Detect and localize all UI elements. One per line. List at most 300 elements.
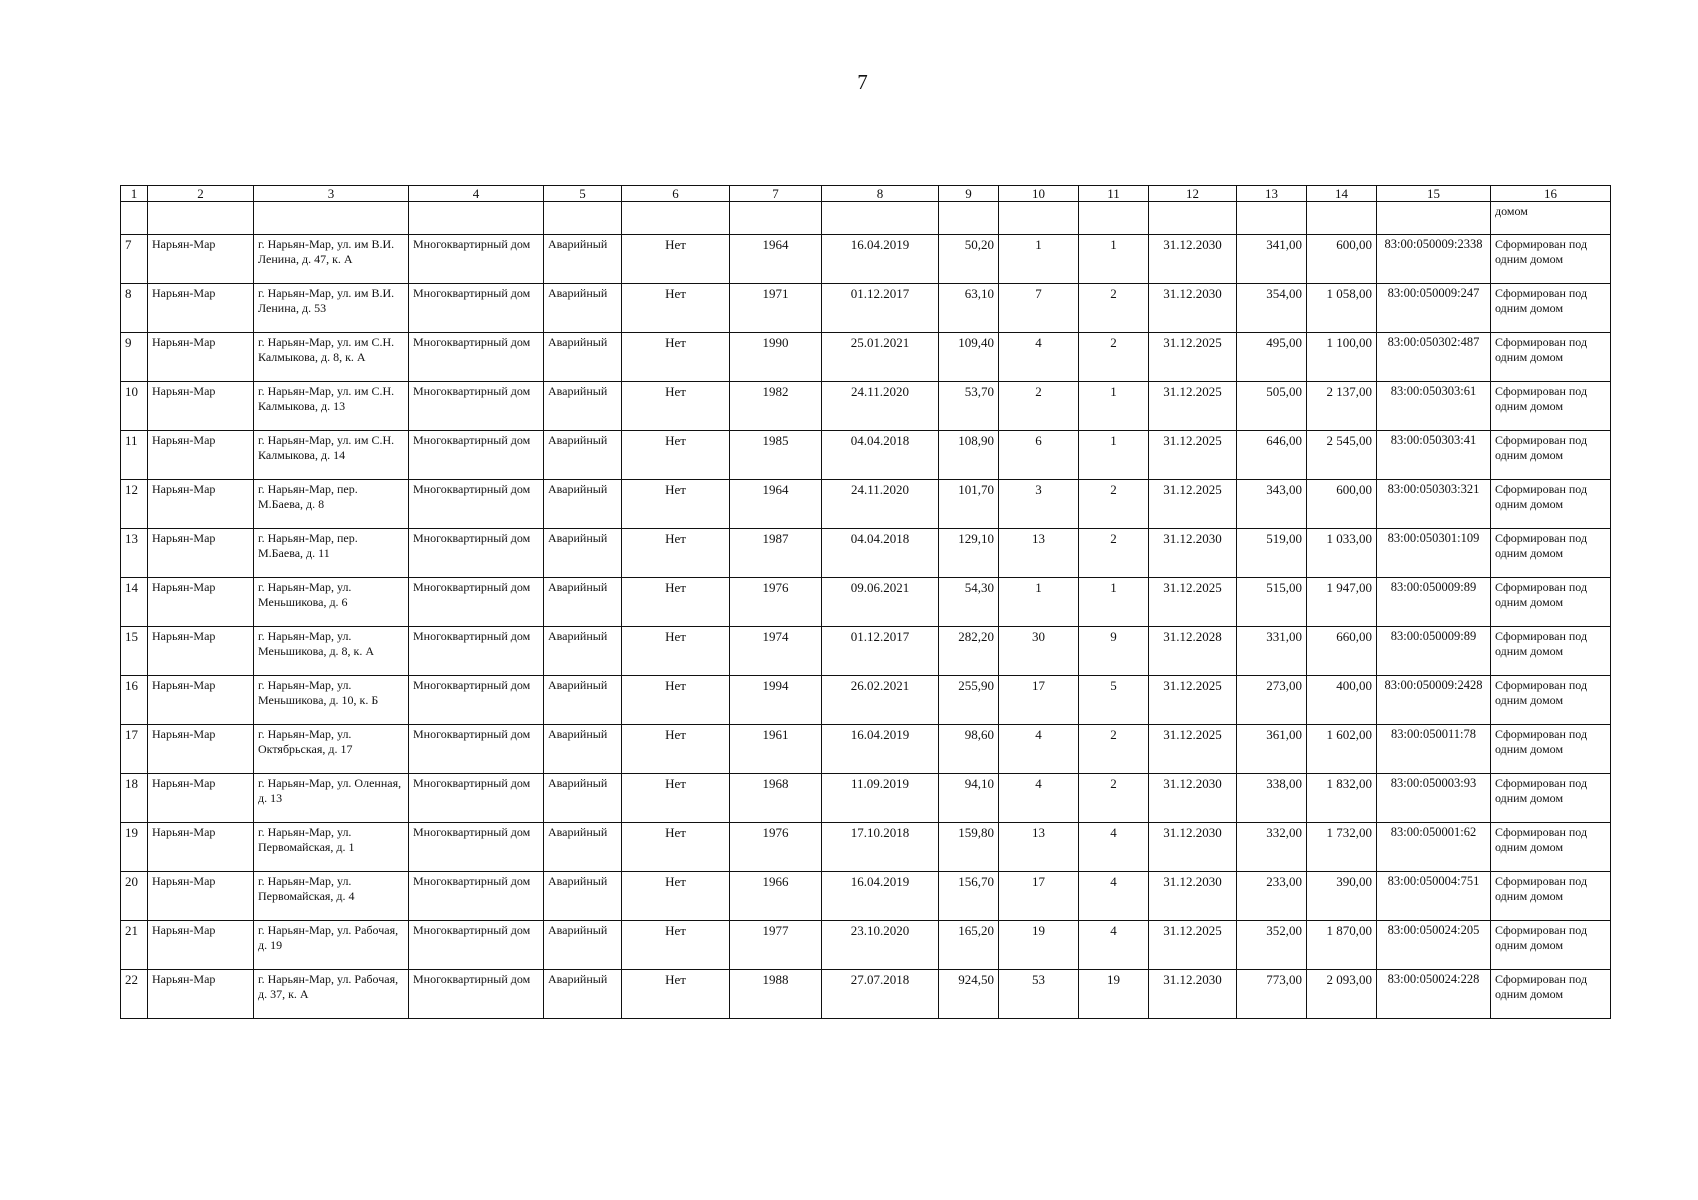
- cell-row-index: 17: [121, 725, 148, 774]
- cell-address: г. Нарьян-Мар, ул. им В.И. Ленина, д. 47, к. А: [254, 235, 409, 284]
- cell-repair-planned: Нет: [622, 872, 730, 921]
- cell-build-year: 1968: [730, 774, 822, 823]
- cell-cost: 600,00: [1307, 235, 1377, 284]
- cell-apartments: 2: [1079, 333, 1149, 382]
- cell-apartments: 2: [1079, 529, 1149, 578]
- column-header-13: 13: [1237, 186, 1307, 202]
- cell-build-year: 1976: [730, 578, 822, 627]
- cell-build-year: 1961: [730, 725, 822, 774]
- cell-land-area: 515,00: [1237, 578, 1307, 627]
- cell-cost: 1 870,00: [1307, 921, 1377, 970]
- cell-land-area: 505,00: [1237, 382, 1307, 431]
- continuation-row: [121, 202, 1611, 235]
- cell-cost: 660,00: [1307, 627, 1377, 676]
- cell-residents: 13: [999, 823, 1079, 872]
- cell-row-index: 12: [121, 480, 148, 529]
- cell-building-type: Многоквартирный дом: [409, 872, 544, 921]
- cell-cost: 2 545,00: [1307, 431, 1377, 480]
- table-row: [121, 382, 1611, 431]
- cell-row-index: [121, 202, 148, 235]
- cell-build-year: 1994: [730, 676, 822, 725]
- cell-apartments: 1: [1079, 431, 1149, 480]
- column-number-row: [121, 186, 1611, 202]
- cell-municipality: Нарьян-Мар: [148, 676, 254, 725]
- cell-row-index: 16: [121, 676, 148, 725]
- cell-land-area: 519,00: [1237, 529, 1307, 578]
- cell-repair-planned: Нет: [622, 235, 730, 284]
- cell-build-year: 1964: [730, 235, 822, 284]
- cell-repair-planned: Нет: [622, 333, 730, 382]
- cell-apartments: [1079, 202, 1149, 235]
- cell-condition: Аварийный: [544, 480, 622, 529]
- cell-land-status: Сформирован под одним домом: [1491, 970, 1611, 1019]
- cell-resettlement-deadline: 31.12.2025: [1149, 480, 1237, 529]
- cell-cadastral-number: 83:00:050301:109: [1377, 529, 1491, 578]
- table-row: [121, 333, 1611, 382]
- cell-condition: Аварийный: [544, 284, 622, 333]
- cell-land-area: 331,00: [1237, 627, 1307, 676]
- cell-area: 159,80: [939, 823, 999, 872]
- cell-cadastral-number: 83:00:050024:205: [1377, 921, 1491, 970]
- cell-area: 109,40: [939, 333, 999, 382]
- cell-resettlement-deadline: 31.12.2030: [1149, 823, 1237, 872]
- cell-cost: 2 137,00: [1307, 382, 1377, 431]
- cell-land-status: Сформирован под одним домом: [1491, 529, 1611, 578]
- cell-repair-planned: Нет: [622, 529, 730, 578]
- cell-resettlement-deadline: 31.12.2030: [1149, 872, 1237, 921]
- cell-row-index: 14: [121, 578, 148, 627]
- cell-cost: [1307, 202, 1377, 235]
- cell-cadastral-number: 83:00:050011:78: [1377, 725, 1491, 774]
- table-row: [121, 774, 1611, 823]
- table-row: [121, 578, 1611, 627]
- cell-area: 129,10: [939, 529, 999, 578]
- cell-cost: 1 033,00: [1307, 529, 1377, 578]
- cell-address: г. Нарьян-Мар, ул. им С.Н. Калмыкова, д. 8, к. А: [254, 333, 409, 382]
- cell-address: г. Нарьян-Мар, ул. Первомайская, д. 1: [254, 823, 409, 872]
- cell-land-area: 352,00: [1237, 921, 1307, 970]
- cell-repair-planned: Нет: [622, 823, 730, 872]
- cell-decision-date: 16.04.2019: [822, 725, 939, 774]
- cell-land-area: 646,00: [1237, 431, 1307, 480]
- cell-build-year: 1971: [730, 284, 822, 333]
- cell-cadastral-number: 83:00:050009:89: [1377, 578, 1491, 627]
- cell-land-status: Сформирован под одним домом: [1491, 921, 1611, 970]
- cell-area: 63,10: [939, 284, 999, 333]
- cell-building-type: Многоквартирный дом: [409, 382, 544, 431]
- cell-cadastral-number: 83:00:050024:228: [1377, 970, 1491, 1019]
- cell-cadastral-number: [1377, 202, 1491, 235]
- cell-land-area: 343,00: [1237, 480, 1307, 529]
- cell-land-status: Сформирован под одним домом: [1491, 676, 1611, 725]
- cell-cost: 1 947,00: [1307, 578, 1377, 627]
- cell-resettlement-deadline: 31.12.2025: [1149, 725, 1237, 774]
- table-row: [121, 627, 1611, 676]
- cell-land-status: домом: [1491, 202, 1611, 235]
- table-row: [121, 970, 1611, 1019]
- cell-municipality: Нарьян-Мар: [148, 480, 254, 529]
- cell-residents: 3: [999, 480, 1079, 529]
- cell-municipality: Нарьян-Мар: [148, 627, 254, 676]
- cell-repair-planned: Нет: [622, 725, 730, 774]
- cell-repair-planned: Нет: [622, 921, 730, 970]
- cell-repair-planned: Нет: [622, 431, 730, 480]
- cell-address: г. Нарьян-Мар, пер. М.Баева, д. 8: [254, 480, 409, 529]
- cell-build-year: 1964: [730, 480, 822, 529]
- cell-apartments: 9: [1079, 627, 1149, 676]
- cell-build-year: 1988: [730, 970, 822, 1019]
- page-number: 7: [857, 70, 868, 94]
- cell-building-type: Многоквартирный дом: [409, 774, 544, 823]
- cell-area: 108,90: [939, 431, 999, 480]
- cell-decision-date: 24.11.2020: [822, 480, 939, 529]
- cell-build-year: 1987: [730, 529, 822, 578]
- cell-condition: Аварийный: [544, 382, 622, 431]
- cell-cost: 1 832,00: [1307, 774, 1377, 823]
- cell-land-area: 341,00: [1237, 235, 1307, 284]
- cell-condition: Аварийный: [544, 970, 622, 1019]
- cell-building-type: [409, 202, 544, 235]
- cell-land-status: Сформирован под одним домом: [1491, 774, 1611, 823]
- cell-decision-date: 17.10.2018: [822, 823, 939, 872]
- cell-area: [939, 202, 999, 235]
- cell-condition: Аварийный: [544, 725, 622, 774]
- cell-residents: 7: [999, 284, 1079, 333]
- column-header-1: 1: [121, 186, 148, 202]
- cell-resettlement-deadline: 31.12.2028: [1149, 627, 1237, 676]
- cell-condition: Аварийный: [544, 676, 622, 725]
- cell-decision-date: 16.04.2019: [822, 872, 939, 921]
- cell-cadastral-number: 83:00:050003:93: [1377, 774, 1491, 823]
- cell-land-area: 273,00: [1237, 676, 1307, 725]
- cell-residents: 6: [999, 431, 1079, 480]
- cell-resettlement-deadline: 31.12.2030: [1149, 284, 1237, 333]
- cell-apartments: 1: [1079, 235, 1149, 284]
- cell-cadastral-number: 83:00:050009:247: [1377, 284, 1491, 333]
- cell-address: г. Нарьян-Мар, ул. Рабочая, д. 19: [254, 921, 409, 970]
- cell-land-status: Сформирован под одним домом: [1491, 235, 1611, 284]
- cell-apartments: 2: [1079, 725, 1149, 774]
- cell-land-status: Сформирован под одним домом: [1491, 333, 1611, 382]
- column-header-12: 12: [1149, 186, 1237, 202]
- cell-municipality: Нарьян-Мар: [148, 333, 254, 382]
- cell-area: 54,30: [939, 578, 999, 627]
- housing-register-table: [120, 185, 1611, 1019]
- column-header-11: 11: [1079, 186, 1149, 202]
- cell-land-area: [1237, 202, 1307, 235]
- cell-build-year: [730, 202, 822, 235]
- cell-condition: Аварийный: [544, 333, 622, 382]
- cell-area: 101,70: [939, 480, 999, 529]
- cell-decision-date: 16.04.2019: [822, 235, 939, 284]
- cell-repair-planned: Нет: [622, 774, 730, 823]
- cell-cost: 600,00: [1307, 480, 1377, 529]
- cell-building-type: Многоквартирный дом: [409, 921, 544, 970]
- cell-residents: 19: [999, 921, 1079, 970]
- cell-land-area: 495,00: [1237, 333, 1307, 382]
- cell-cost: 1 100,00: [1307, 333, 1377, 382]
- cell-row-index: 22: [121, 970, 148, 1019]
- cell-land-area: 361,00: [1237, 725, 1307, 774]
- table-row: [121, 284, 1611, 333]
- cell-land-area: 354,00: [1237, 284, 1307, 333]
- cell-build-year: 1974: [730, 627, 822, 676]
- cell-address: г. Нарьян-Мар, ул. Первомайская, д. 4: [254, 872, 409, 921]
- cell-land-area: 233,00: [1237, 872, 1307, 921]
- cell-cost: 1 732,00: [1307, 823, 1377, 872]
- cell-row-index: 7: [121, 235, 148, 284]
- cell-land-status: Сформирован под одним домом: [1491, 284, 1611, 333]
- cell-land-area: 773,00: [1237, 970, 1307, 1019]
- cell-row-index: 10: [121, 382, 148, 431]
- cell-cadastral-number: 83:00:050303:41: [1377, 431, 1491, 480]
- cell-residents: 53: [999, 970, 1079, 1019]
- cell-decision-date: 11.09.2019: [822, 774, 939, 823]
- cell-municipality: Нарьян-Мар: [148, 284, 254, 333]
- cell-area: 156,70: [939, 872, 999, 921]
- cell-building-type: Многоквартирный дом: [409, 480, 544, 529]
- cell-cost: 400,00: [1307, 676, 1377, 725]
- cell-area: 94,10: [939, 774, 999, 823]
- column-header-7: 7: [730, 186, 822, 202]
- cell-land-status: Сформирован под одним домом: [1491, 431, 1611, 480]
- cell-land-status: Сформирован под одним домом: [1491, 725, 1611, 774]
- cell-apartments: 1: [1079, 382, 1149, 431]
- column-header-9: 9: [939, 186, 999, 202]
- cell-build-year: 1966: [730, 872, 822, 921]
- column-header-10: 10: [999, 186, 1079, 202]
- cell-area: 53,70: [939, 382, 999, 431]
- cell-cost: 1 058,00: [1307, 284, 1377, 333]
- cell-resettlement-deadline: 31.12.2025: [1149, 431, 1237, 480]
- column-header-8: 8: [822, 186, 939, 202]
- cell-residents: 17: [999, 872, 1079, 921]
- cell-residents: 4: [999, 725, 1079, 774]
- cell-residents: 4: [999, 333, 1079, 382]
- cell-cost: 1 602,00: [1307, 725, 1377, 774]
- cell-cadastral-number: 83:00:050009:2428: [1377, 676, 1491, 725]
- cell-land-status: Сформирован под одним домом: [1491, 872, 1611, 921]
- column-header-16: 16: [1491, 186, 1611, 202]
- cell-condition: Аварийный: [544, 921, 622, 970]
- cell-building-type: Многоквартирный дом: [409, 676, 544, 725]
- cell-land-area: 332,00: [1237, 823, 1307, 872]
- cell-municipality: Нарьян-Мар: [148, 823, 254, 872]
- cell-decision-date: 01.12.2017: [822, 284, 939, 333]
- cell-condition: Аварийный: [544, 627, 622, 676]
- table-row: [121, 921, 1611, 970]
- cell-decision-date: 24.11.2020: [822, 382, 939, 431]
- cell-condition: Аварийный: [544, 823, 622, 872]
- column-header-6: 6: [622, 186, 730, 202]
- cell-residents: [999, 202, 1079, 235]
- table-row: [121, 823, 1611, 872]
- cell-apartments: 2: [1079, 774, 1149, 823]
- table-row: [121, 480, 1611, 529]
- cell-build-year: 1990: [730, 333, 822, 382]
- cell-condition: Аварийный: [544, 529, 622, 578]
- cell-repair-planned: [622, 202, 730, 235]
- cell-resettlement-deadline: 31.12.2025: [1149, 578, 1237, 627]
- cell-cost: 2 093,00: [1307, 970, 1377, 1019]
- cell-land-area: 338,00: [1237, 774, 1307, 823]
- cell-repair-planned: Нет: [622, 284, 730, 333]
- cell-decision-date: 23.10.2020: [822, 921, 939, 970]
- cell-row-index: 19: [121, 823, 148, 872]
- cell-land-status: Сформирован под одним домом: [1491, 627, 1611, 676]
- cell-row-index: 8: [121, 284, 148, 333]
- cell-municipality: Нарьян-Мар: [148, 921, 254, 970]
- cell-address: г. Нарьян-Мар, ул. им С.Н. Калмыкова, д. 13: [254, 382, 409, 431]
- cell-decision-date: 26.02.2021: [822, 676, 939, 725]
- cell-condition: Аварийный: [544, 431, 622, 480]
- column-header-15: 15: [1377, 186, 1491, 202]
- cell-resettlement-deadline: 31.12.2025: [1149, 333, 1237, 382]
- cell-cadastral-number: 83:00:050004:751: [1377, 872, 1491, 921]
- cell-municipality: Нарьян-Мар: [148, 529, 254, 578]
- cell-building-type: Многоквартирный дом: [409, 627, 544, 676]
- cell-area: 165,20: [939, 921, 999, 970]
- cell-row-index: 21: [121, 921, 148, 970]
- cell-resettlement-deadline: 31.12.2025: [1149, 382, 1237, 431]
- cell-decision-date: 04.04.2018: [822, 431, 939, 480]
- cell-building-type: Многоквартирный дом: [409, 578, 544, 627]
- cell-address: [254, 202, 409, 235]
- table-body: [121, 202, 1611, 1019]
- cell-decision-date: [822, 202, 939, 235]
- cell-address: г. Нарьян-Мар, ул. Меньшикова, д. 8, к. А: [254, 627, 409, 676]
- cell-land-status: Сформирован под одним домом: [1491, 578, 1611, 627]
- table-row: [121, 872, 1611, 921]
- cell-building-type: Многоквартирный дом: [409, 970, 544, 1019]
- cell-building-type: Многоквартирный дом: [409, 823, 544, 872]
- cell-repair-planned: Нет: [622, 480, 730, 529]
- cell-building-type: Многоквартирный дом: [409, 725, 544, 774]
- cell-apartments: 4: [1079, 872, 1149, 921]
- cell-address: г. Нарьян-Мар, ул. Октябрьская, д. 17: [254, 725, 409, 774]
- cell-repair-planned: Нет: [622, 382, 730, 431]
- cell-residents: 17: [999, 676, 1079, 725]
- cell-cadastral-number: 83:00:050302:487: [1377, 333, 1491, 382]
- cell-condition: Аварийный: [544, 774, 622, 823]
- cell-area: 98,60: [939, 725, 999, 774]
- cell-row-index: 13: [121, 529, 148, 578]
- cell-build-year: 1982: [730, 382, 822, 431]
- cell-land-status: Сформирован под одним домом: [1491, 480, 1611, 529]
- cell-address: г. Нарьян-Мар, ул. им С.Н. Калмыкова, д. 14: [254, 431, 409, 480]
- table-row: [121, 529, 1611, 578]
- cell-building-type: Многоквартирный дом: [409, 284, 544, 333]
- cell-residents: 1: [999, 578, 1079, 627]
- cell-building-type: Многоквартирный дом: [409, 529, 544, 578]
- cell-apartments: 4: [1079, 823, 1149, 872]
- cell-condition: Аварийный: [544, 578, 622, 627]
- cell-build-year: 1977: [730, 921, 822, 970]
- cell-building-type: Многоквартирный дом: [409, 333, 544, 382]
- cell-decision-date: 09.06.2021: [822, 578, 939, 627]
- cell-repair-planned: Нет: [622, 676, 730, 725]
- cell-residents: 2: [999, 382, 1079, 431]
- cell-cadastral-number: 83:00:050001:62: [1377, 823, 1491, 872]
- cell-apartments: 4: [1079, 921, 1149, 970]
- cell-resettlement-deadline: 31.12.2025: [1149, 921, 1237, 970]
- table-row: [121, 235, 1611, 284]
- table-row: [121, 725, 1611, 774]
- cell-row-index: 15: [121, 627, 148, 676]
- cell-resettlement-deadline: 31.12.2025: [1149, 676, 1237, 725]
- cell-municipality: Нарьян-Мар: [148, 431, 254, 480]
- cell-build-year: 1976: [730, 823, 822, 872]
- cell-apartments: 2: [1079, 480, 1149, 529]
- cell-address: г. Нарьян-Мар, ул. Рабочая, д. 37, к. А: [254, 970, 409, 1019]
- cell-address: г. Нарьян-Мар, ул. им В.И. Ленина, д. 53: [254, 284, 409, 333]
- cell-residents: 30: [999, 627, 1079, 676]
- column-header-3: 3: [254, 186, 409, 202]
- cell-residents: 1: [999, 235, 1079, 284]
- cell-address: г. Нарьян-Мар, ул. Меньшикова, д. 10, к. Б: [254, 676, 409, 725]
- cell-decision-date: 01.12.2017: [822, 627, 939, 676]
- cell-row-index: 11: [121, 431, 148, 480]
- cell-address: г. Нарьян-Мар, пер. М.Баева, д. 11: [254, 529, 409, 578]
- column-header-5: 5: [544, 186, 622, 202]
- table-row: [121, 676, 1611, 725]
- column-header-14: 14: [1307, 186, 1377, 202]
- cell-residents: 13: [999, 529, 1079, 578]
- column-header-2: 2: [148, 186, 254, 202]
- cell-municipality: Нарьян-Мар: [148, 382, 254, 431]
- cell-row-index: 20: [121, 872, 148, 921]
- cell-land-status: Сформирован под одним домом: [1491, 823, 1611, 872]
- column-header-4: 4: [409, 186, 544, 202]
- cell-resettlement-deadline: 31.12.2030: [1149, 235, 1237, 284]
- cell-resettlement-deadline: 31.12.2030: [1149, 774, 1237, 823]
- cell-row-index: 18: [121, 774, 148, 823]
- cell-municipality: Нарьян-Мар: [148, 725, 254, 774]
- cell-condition: [544, 202, 622, 235]
- cell-cadastral-number: 83:00:050303:321: [1377, 480, 1491, 529]
- cell-repair-planned: Нет: [622, 578, 730, 627]
- cell-cost: 390,00: [1307, 872, 1377, 921]
- cell-decision-date: 04.04.2018: [822, 529, 939, 578]
- cell-cadastral-number: 83:00:050009:89: [1377, 627, 1491, 676]
- cell-municipality: Нарьян-Мар: [148, 872, 254, 921]
- cell-cadastral-number: 83:00:050303:61: [1377, 382, 1491, 431]
- cell-municipality: Нарьян-Мар: [148, 774, 254, 823]
- cell-building-type: Многоквартирный дом: [409, 431, 544, 480]
- cell-build-year: 1985: [730, 431, 822, 480]
- cell-decision-date: 25.01.2021: [822, 333, 939, 382]
- cell-repair-planned: Нет: [622, 970, 730, 1019]
- cell-address: г. Нарьян-Мар, ул. Меньшикова, д. 6: [254, 578, 409, 627]
- cell-row-index: 9: [121, 333, 148, 382]
- cell-apartments: 5: [1079, 676, 1149, 725]
- cell-municipality: [148, 202, 254, 235]
- cell-area: 50,20: [939, 235, 999, 284]
- cell-residents: 4: [999, 774, 1079, 823]
- cell-condition: Аварийный: [544, 235, 622, 284]
- cell-repair-planned: Нет: [622, 627, 730, 676]
- cell-area: 255,90: [939, 676, 999, 725]
- cell-resettlement-deadline: [1149, 202, 1237, 235]
- cell-condition: Аварийный: [544, 872, 622, 921]
- cell-apartments: 19: [1079, 970, 1149, 1019]
- cell-cadastral-number: 83:00:050009:2338: [1377, 235, 1491, 284]
- cell-resettlement-deadline: 31.12.2030: [1149, 970, 1237, 1019]
- cell-land-status: Сформирован под одним домом: [1491, 382, 1611, 431]
- cell-building-type: Многоквартирный дом: [409, 235, 544, 284]
- cell-municipality: Нарьян-Мар: [148, 578, 254, 627]
- cell-decision-date: 27.07.2018: [822, 970, 939, 1019]
